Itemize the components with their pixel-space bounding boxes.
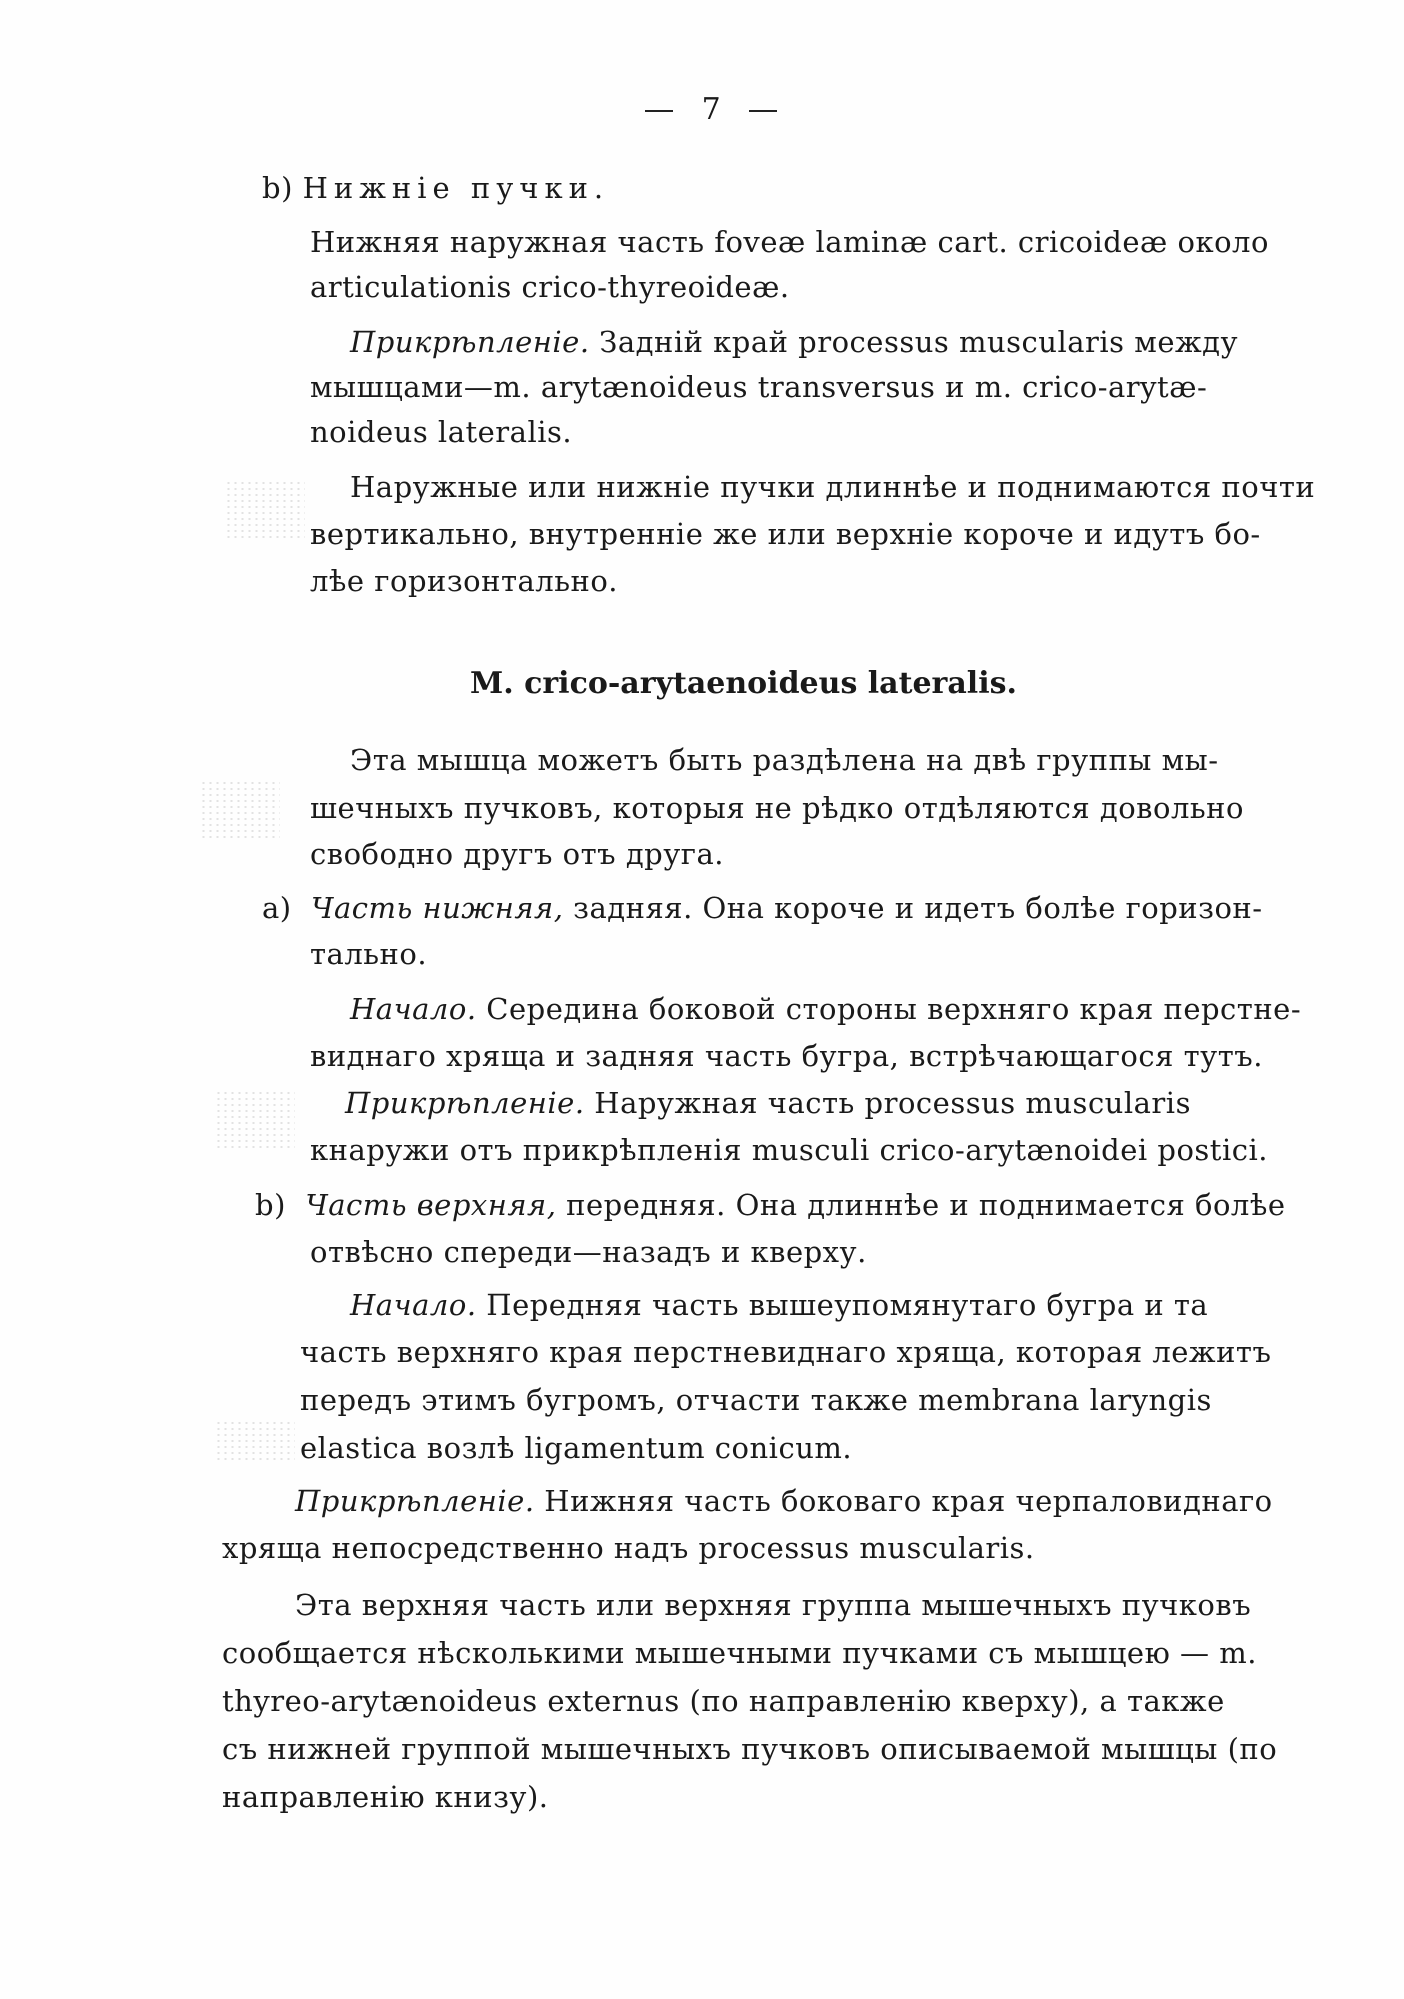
closing-line: направленію книзу). xyxy=(222,1780,549,1814)
part-b-origin-line: часть верхняго края перстневиднаго хряща, которая лежитъ xyxy=(300,1335,1272,1369)
part-b-line xyxy=(255,1185,1286,1225)
closing-line: съ нижней группой мышечныхъ пучковъ описываемой мышцы (по xyxy=(222,1732,1278,1766)
intro-line: Эта мышца можетъ быть раздѣлена на двѣ группы мы- xyxy=(350,743,1219,777)
part-a-attach-text: Наружная часть processus muscularis xyxy=(584,1086,1191,1120)
dash-left xyxy=(645,110,673,112)
part-b-origin-line: elastica возлѣ ligamentum conicum. xyxy=(300,1431,853,1465)
page-number: 7 xyxy=(701,92,721,127)
scan-speckle xyxy=(215,1420,295,1460)
part-b-marker: b) xyxy=(255,1188,286,1222)
part-a-attach-line xyxy=(345,1083,1191,1123)
part-a-origin-line: виднаго хряща и задняя часть бугра, встрѣчающагося тутъ. xyxy=(310,1039,1263,1073)
part-b-label: Часть верхняя, xyxy=(305,1188,557,1222)
dash-right xyxy=(749,110,777,112)
intro-line: свободно другъ отъ друга. xyxy=(310,837,725,871)
part-b-text: передняя. Она длиннѣе и поднимается болѣе xyxy=(556,1188,1286,1222)
part-b-origin-text: Передняя часть вышеупомянутаго бугра и та xyxy=(476,1288,1209,1322)
part-b-origin-line: передъ этимъ бугромъ, отчасти также membrana laryngis xyxy=(300,1383,1212,1417)
section-b-heading-text: Нижніе пучки. xyxy=(302,171,610,205)
closing-line: Эта верхняя часть или верхняя группа мышечныхъ пучковъ xyxy=(295,1588,1252,1622)
closing-line: thyreo-arytænoideus externus (по направленію кверху), а также xyxy=(222,1684,1225,1718)
intro-line: шечныхъ пучковъ, которыя не рѣдко отдѣляются довольно xyxy=(310,791,1244,825)
section-b-attach-line xyxy=(350,322,1238,362)
section-b-line: articulationis crico-thyreoideæ. xyxy=(310,270,790,304)
closing-line: сообщается нѣсколькими мышечными пучками съ мышцею — m. xyxy=(222,1636,1257,1670)
part-a-label: Часть нижняя, xyxy=(311,891,564,925)
section-b-attach-line: мышцами—m. arytænoideus transversus и m. crico-arytæ- xyxy=(310,370,1208,404)
page-number-line xyxy=(645,90,777,130)
section-b-attach-text: Задній край processus muscularis между xyxy=(589,325,1239,359)
section-b-note-line: вертикально, внутренніе же или верхніе короче и идутъ бо- xyxy=(310,517,1261,551)
muscle-title: M. crico-arytaenoideus lateralis. xyxy=(470,666,1017,701)
section-b-attach-label: Прикрѣпленіе. xyxy=(350,325,590,359)
section-b-line: Нижняя наружная часть foveæ laminæ cart. cricoideæ около xyxy=(310,225,1269,259)
part-a-origin-label: Начало. xyxy=(350,992,477,1026)
part-a-attach-label: Прикрѣпленіе. xyxy=(345,1086,585,1120)
part-a-text: задняя. Она короче и идетъ болѣе горизон- xyxy=(563,891,1263,925)
part-a-line: тально. xyxy=(310,937,428,971)
part-b-attach-line xyxy=(295,1481,1273,1521)
scan-speckle xyxy=(200,780,280,840)
part-b-origin-label: Начало. xyxy=(350,1288,477,1322)
section-b-note-line: Наружные или нижніе пучки длиннѣе и поднимаются почти xyxy=(350,470,1316,504)
section-b-attach-line: noideus lateralis. xyxy=(310,415,573,449)
section-b-note-line: лѣе горизонтально. xyxy=(310,564,618,598)
part-a-origin-line xyxy=(350,989,1301,1029)
part-b-origin-line xyxy=(350,1285,1208,1325)
part-b-line: отвѣсно спереди—назадъ и кверху. xyxy=(310,1235,867,1269)
section-b-marker: b) xyxy=(262,171,293,205)
scan-speckle xyxy=(225,480,305,540)
scan-speckle xyxy=(215,1090,295,1150)
section-b-heading xyxy=(262,168,609,208)
part-a-origin-text: Середина боковой стороны верхняго края перстне- xyxy=(476,992,1302,1026)
part-b-attach-line: хряща непосредственно надъ processus muscularis. xyxy=(222,1531,1035,1565)
part-a-line xyxy=(262,888,1263,928)
part-b-attach-text: Нижняя часть боковаго края черпаловиднаго xyxy=(534,1484,1273,1518)
part-a-marker: a) xyxy=(262,891,292,925)
part-b-attach-label: Прикрѣпленіе. xyxy=(295,1484,535,1518)
part-a-attach-line: кнаружи отъ прикрѣпленія musculi crico-arytænoidei postici. xyxy=(310,1133,1268,1167)
